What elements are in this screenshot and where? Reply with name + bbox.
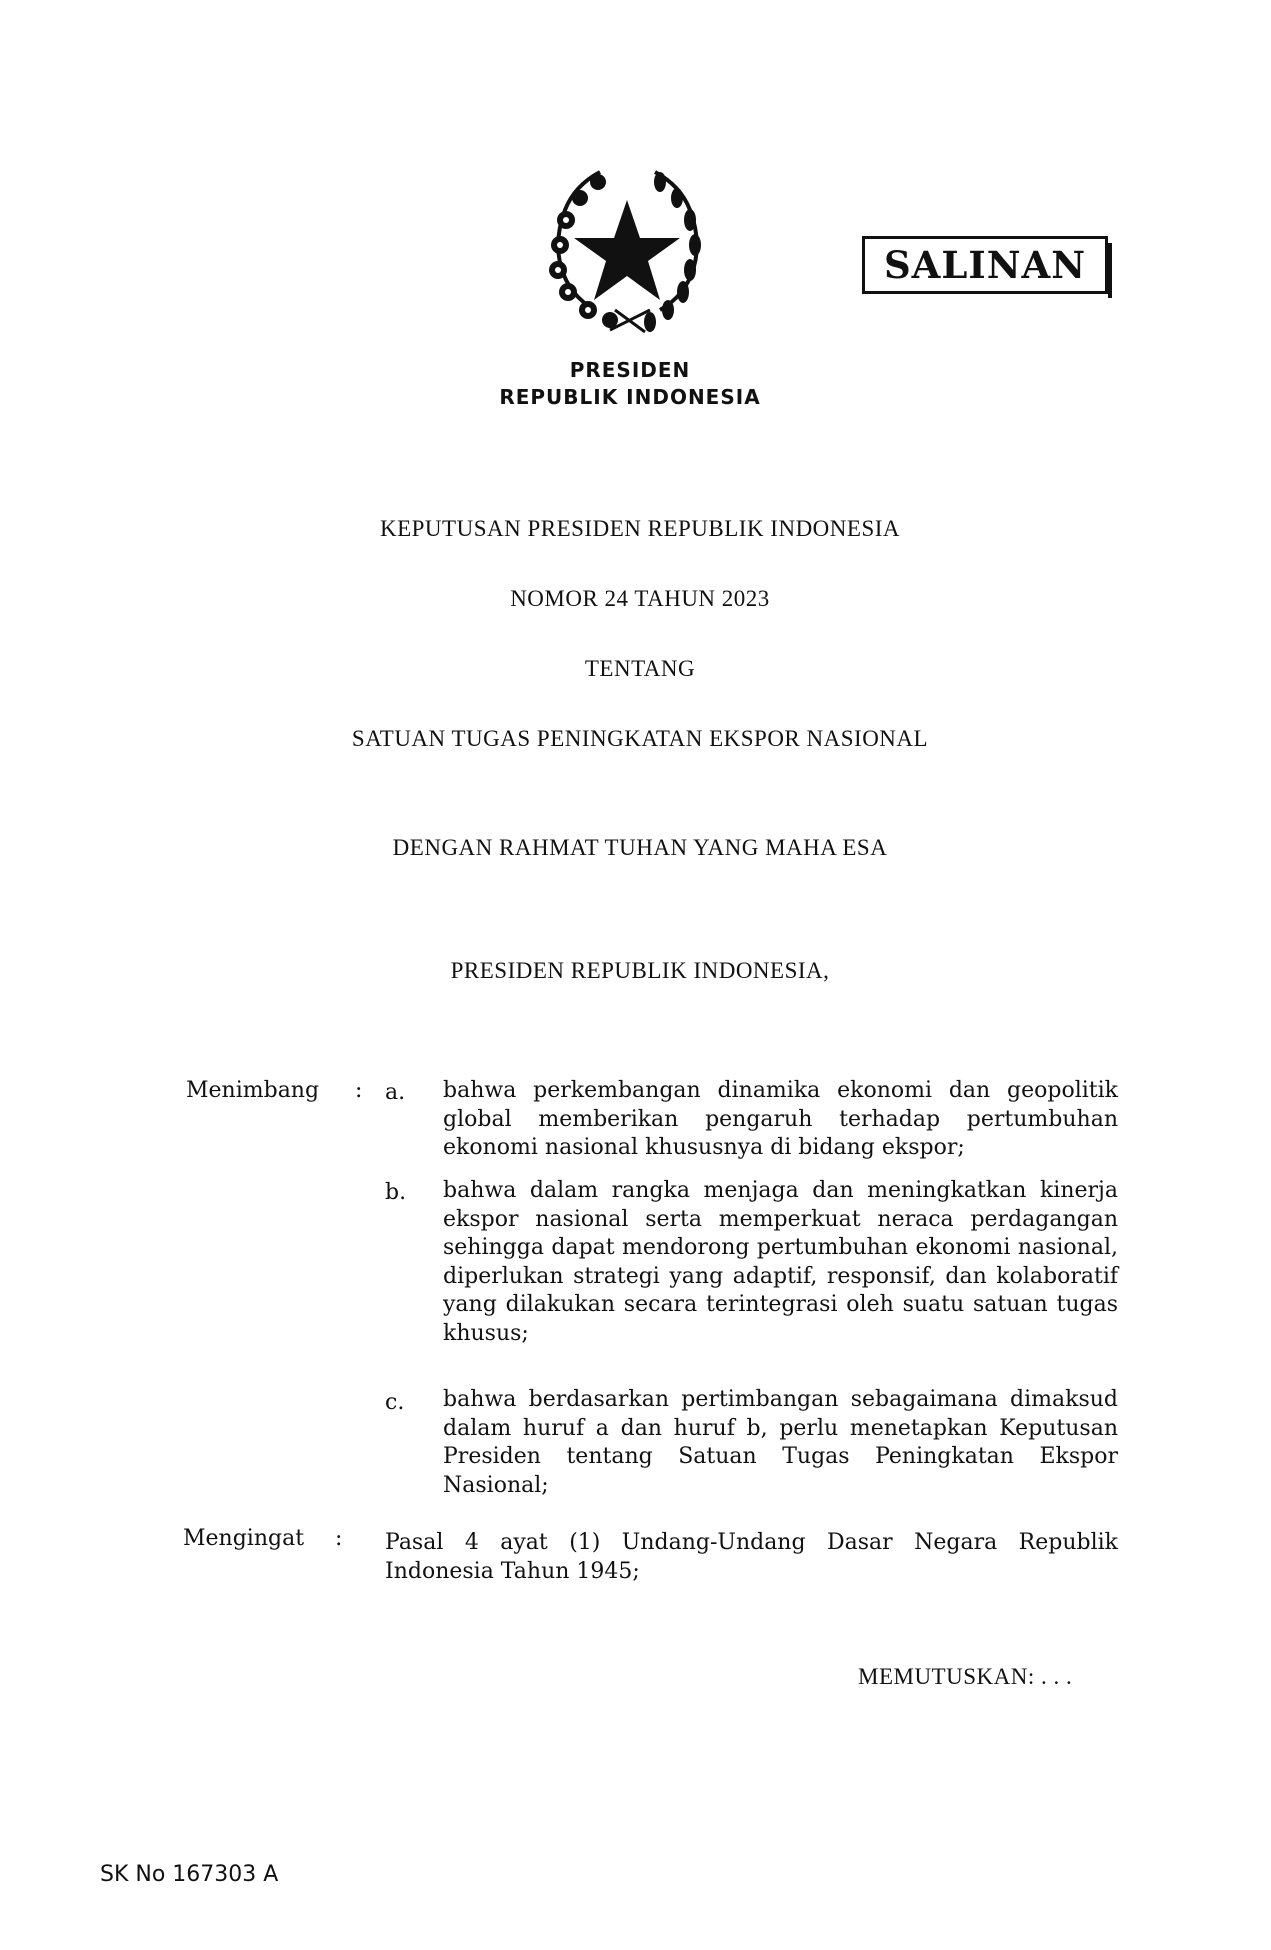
decree-subject: SATUAN TUGAS PENINGKATAN EKSPOR NASIONAL [351, 726, 929, 751]
garuda-emblem-icon [540, 160, 715, 340]
menimbang-a-letter: a. [385, 1080, 406, 1105]
header-republik-indonesia: REPUBLIK INDONESIA [499, 385, 761, 409]
menimbang-b-text: bahwa dalam rangka menjaga dan meningkatkan kinerja ekspor nasional serta memperkuat neraca perdagangan sehingga dapat mendorong pertumbuhan ekonomi nasional, diperlukan strategi yang adaptif, responsif, dan kolaboratif yang dilakukan secara terintegrasi oleh suatu satuan tugas khusus; [443, 1178, 1118, 1346]
decree-title: KEPUTUSAN PRESIDEN REPUBLIK INDONESIA [379, 516, 901, 541]
menimbang-a-text: bahwa perkembangan dinamika ekonomi dan geopolitik global memberikan pengaruh terhadap pertumbuhan ekonomi nasional khususnya di bidang ekspor; [443, 1078, 1118, 1160]
menimbang-colon: : [355, 1078, 363, 1103]
mengingat-colon: : [335, 1526, 343, 1551]
decree-number: NOMOR 24 TAHUN 2023 [510, 586, 770, 611]
mengingat-label: Mengingat [183, 1526, 305, 1551]
mengingat-text: Pasal 4 ayat (1) Undang-Undang Dasar Negara Republik Indonesia Tahun 1945; [385, 1530, 1118, 1584]
menimbang-c-text: bahwa berdasarkan pertimbangan sebagaimana dimaksud dalam huruf a dan huruf b, perlu menetapkan Keputusan Presiden tentang Satuan Tugas Peningkatan Ekspor Nasional; [443, 1387, 1118, 1498]
header-presiden: PRESIDEN [569, 358, 691, 382]
decree-tentang: TENTANG [584, 656, 696, 681]
footer-code: SK No 167303 A [100, 1862, 279, 1887]
salinan-stamp [862, 236, 1108, 294]
invocation: DENGAN RAHMAT TUHAN YANG MAHA ESA [392, 835, 888, 860]
menimbang-c-letter: c. [385, 1390, 405, 1415]
menimbang-label: Menimbang [186, 1078, 320, 1103]
salinan-label: SALINAN [883, 243, 1087, 287]
menimbang-b-letter: b. [385, 1180, 407, 1205]
issuer: PRESIDEN REPUBLIK INDONESIA, [450, 958, 830, 983]
continuation-marker: MEMUTUSKAN: . . . [858, 1664, 1073, 1689]
